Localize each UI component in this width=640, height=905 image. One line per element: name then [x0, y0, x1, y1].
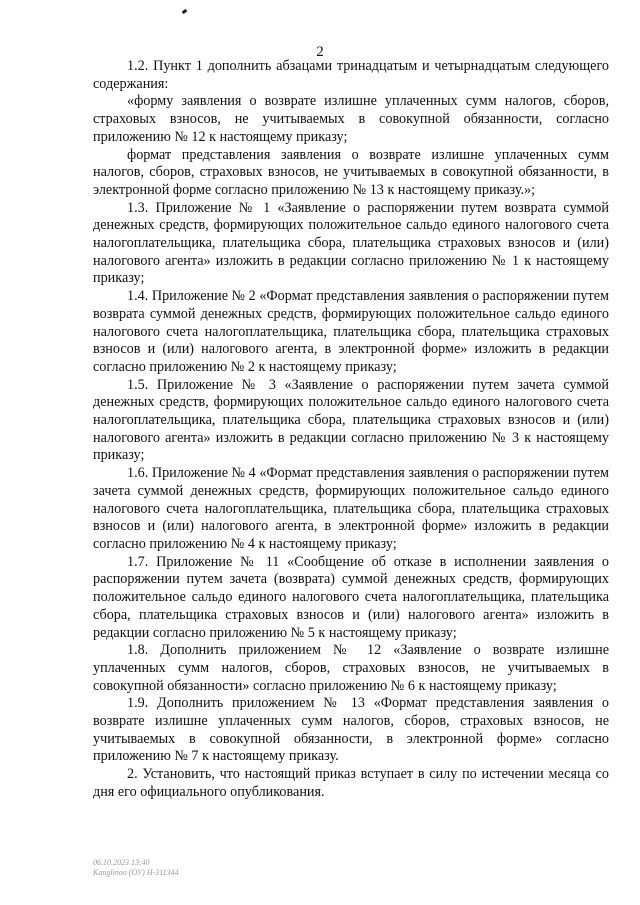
- scan-footer: [93, 858, 179, 878]
- paragraph-1-6: 1.6. Приложение № 4 «Формат представления заявления о распоряжении путем зачета суммой денежных средств, формирующих положительное сальдо единого налогового счета налогоплательщика, плательщика сбора, плательщика страховых взносов и (или) налогового агента, в электронной форме» изложить в редакции согласно приложению № 4 к настоящему приказу;: [93, 465, 609, 552]
- page-number: 2: [316, 44, 324, 60]
- paragraph-1-4: 1.4. Приложение № 2 «Формат представления заявления о распоряжении путем возврата суммой денежных средств, формирующих положительное сальдо единого налогового счета налогоплательщика, плательщика сбора, плательщика страховых взносов и (или) налогового агента, в электронной форме» изложить в редакции согласно приложению № 2 к настоящему приказу;: [93, 288, 609, 375]
- paragraph-quote-form-12: «форму заявления о возврате излишне уплаченных сумм налогов, сборов, страховых взносов, не учитываемых в совокупной обязанности, согласно приложению № 12 к настоящему приказу;: [93, 93, 609, 145]
- paragraph-1-2: 1.2. Пункт 1 дополнить абзацами тринадцатым и четырнадцатым следующего содержания:: [93, 58, 609, 92]
- paragraph-1-9: 1.9. Дополнить приложением № 13 «Формат представления заявления о возврате излишне уплаченных сумм налогов, сборов, страховых взносов, не учитываемых в совокупной обязанности, в электронной форме» согласно приложению № 7 к настоящему приказу.: [93, 695, 609, 765]
- document-body: [93, 58, 609, 802]
- paragraph-1-5: 1.5. Приложение № 3 «Заявление о распоряжении путем зачета суммой денежных средств, формирующих положительное сальдо единого налогового счета налогоплательщика, плательщика сбора, плательщика страховых взносов и (или) налогового агента» изложить в редакции согласно приложению № 3 к настоящему приказу;: [93, 376, 609, 464]
- footer-reference: Kanglinoo (ОУ) Н-311344: [93, 868, 179, 877]
- paragraph-2: 2. Установить, что настоящий приказ вступает в силу по истечении месяца со дня его официального опубликования.: [93, 766, 609, 800]
- paragraph-1-8: 1.8. Дополнить приложением № 12 «Заявление о возврате излишне уплаченных сумм налогов, сборов, страховых взносов, не учитываемых в совокупной обязанности» согласно приложению № 6 к настоящему приказу;: [93, 642, 609, 694]
- paragraph-1-7: 1.7. Приложение № 11 «Сообщение об отказе в исполнении заявления о распоряжении путем зачета (возврата) суммой денежных средств, формирующих положительное сальдо единого налогового счета налогоплательщика, плательщика сбора, плательщика страховых взносов и (или) налогового агента» изложить в редакции согласно приложению № 5 к настоящему приказу;: [93, 553, 609, 641]
- footer-timestamp: 06.10.2023 13:40: [93, 858, 150, 867]
- paragraph-quote-format-13: формат представления заявления о возврате излишне уплаченных сумм налогов, сборов, страховых взносов, не учитываемых в совокупной обязанности, в электронной форме согласно приложению № 13 к настоящему приказу.»;: [93, 146, 609, 198]
- paragraph-1-3: 1.3. Приложение № 1 «Заявление о распоряжении путем возврата суммой денежных средств, формирующих положительное сальдо единого налогового счета налогоплательщика, плательщика сбора, плательщика страховых взносов и (или) налогового агента» изложить в редакции согласно приложению № 1 к настоящему приказу;: [93, 199, 609, 287]
- scan-mark: [182, 9, 188, 14]
